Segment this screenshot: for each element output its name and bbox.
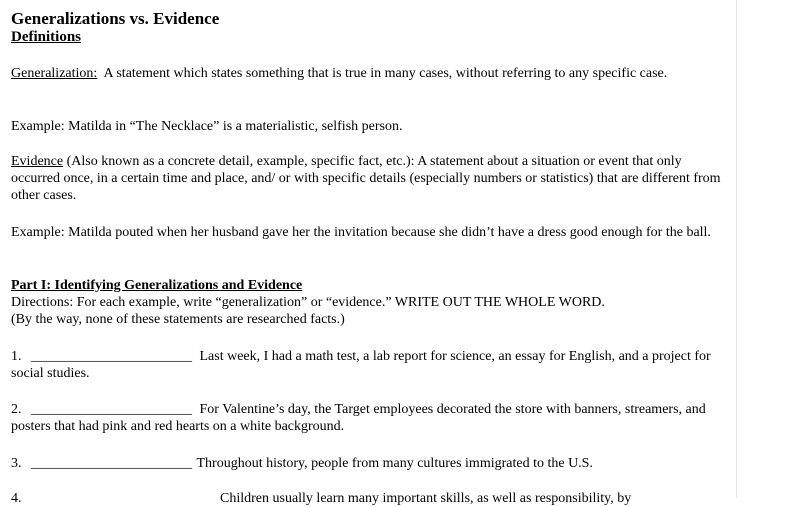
evidence-term: Evidence — [11, 154, 64, 169]
question-number: 4. — [11, 491, 22, 506]
generalization-example: Example: Matilda in “The Necklace” is a materialistic, selfish person. — [11, 119, 403, 134]
question-number: 2. — [11, 402, 22, 417]
part1-directions: Directions: For each example, write “generalization” or “evidence.” WRITE OUT THE WHOLE WORD. — [11, 295, 605, 310]
question-text: Last week, I had a math test, a lab report for science, an essay for English, and a project for social studies. — [11, 349, 711, 381]
question-text: Throughout history, people from many cultures immigrated to the U.S. — [196, 456, 593, 471]
evidence-example: Example: Matilda pouted when her husband gave her the invitation because she didn’t have a dress good enough for the ball. — [11, 225, 711, 240]
part1-heading: Part I: Identifying Generalizations and Evidence — [11, 278, 303, 293]
document-title: Generalizations vs. Evidence — [11, 9, 220, 28]
evidence-definition — [11, 153, 733, 204]
part1-section — [11, 277, 733, 328]
question-number: 3. — [11, 456, 22, 471]
part1-note: (By the way, none of these statements are researched facts.) — [11, 312, 345, 327]
generalization-text: A statement which states something that is true in many cases, without referring to any specific case. — [97, 66, 668, 81]
question-text: Children usually learn many important skills, as well as responsibility, by — [220, 491, 632, 506]
question-number: 1. — [11, 349, 22, 364]
question-item-1 — [11, 348, 733, 382]
answer-blank-3[interactable]: _______________________ — [31, 456, 192, 471]
generalization-term: Generalization: — [11, 66, 98, 81]
evidence-text: (Also known as a concrete detail, example, specific fact, etc.): A statement about a situation or event that only occurred once, in a certain time and place, and/ or with specific details (especially numbers or statistics) that are different from other cases. — [11, 154, 721, 203]
question-text: For Valentine’s day, the Target employees decorated the store with banners, streamers, and posters that had pink and red hearts on a white background. — [11, 402, 706, 434]
page-edge-divider — [736, 0, 737, 498]
definitions-heading: Definitions — [11, 29, 82, 45]
question-item-4 — [11, 490, 733, 506]
question-item-2 — [11, 401, 733, 435]
question-item-3 — [11, 455, 733, 472]
answer-blank-1[interactable]: _______________________ — [31, 349, 192, 364]
generalization-definition — [11, 65, 733, 82]
answer-blank-2[interactable]: _______________________ — [31, 402, 192, 417]
